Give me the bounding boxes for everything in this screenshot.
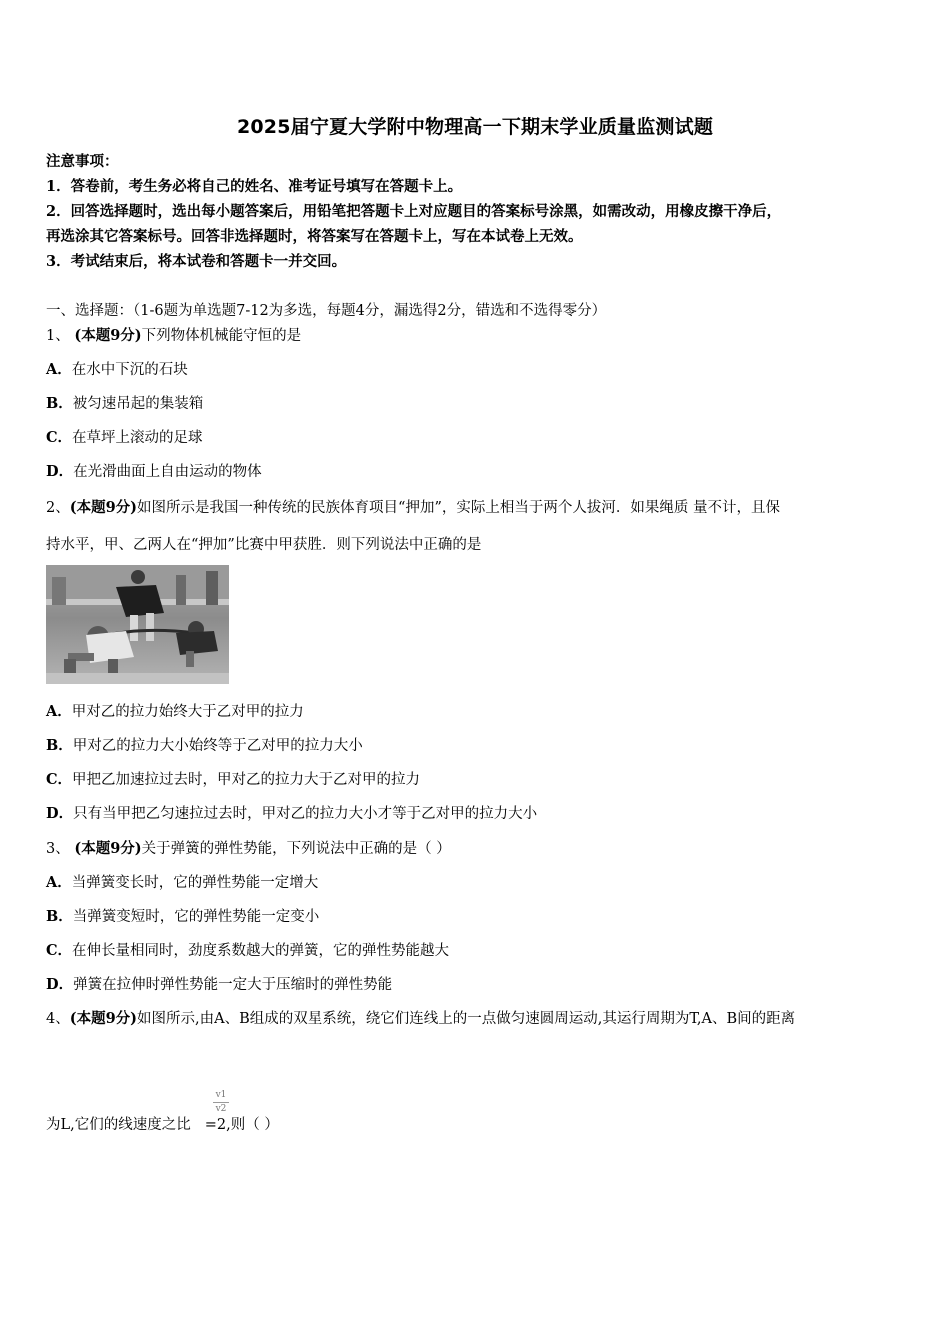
q1-text: 下列物体机械能守恒的是: [141, 328, 302, 344]
notice-item-2: 2．回答选择题时，选出每小题答案后，用铅笔把答题卡上对应题目的答案标号涂黑，如需改动，用橡皮擦干净后，: [46, 203, 782, 220]
option-text: 甲对乙的拉力始终大于乙对甲的拉力: [71, 704, 304, 720]
q2-option-a: [46, 702, 304, 722]
q4-stem-line2: [46, 1115, 279, 1135]
q1-number: 1、: [46, 328, 70, 344]
option-letter: C．: [46, 429, 73, 446]
option-letter: A．: [46, 361, 72, 378]
option-letter: A．: [46, 703, 72, 720]
q3-option-c: [46, 941, 449, 961]
option-text: 在水中下沉的石块: [71, 362, 188, 378]
notice-item-2-cont: 再选涂其它答案标号。回答非选择题时，将答案写在答题卡上，写在本试卷上无效。: [46, 228, 583, 245]
q2-number: 2、: [46, 500, 70, 516]
q2-option-d: [46, 804, 537, 824]
q1-option-b: [46, 394, 203, 414]
option-letter: A．: [46, 874, 72, 891]
page-title: 2025届宁夏大学附中物理高一下期末学业质量监测试题: [236, 116, 714, 138]
section-heading: 一、选择题：（1-6题为单选题7-12为多选，每题4分，漏选得2分，错选和不选得零分）: [46, 303, 607, 319]
velocity-ratio-fraction: [213, 1090, 229, 1115]
fraction-bar: [213, 1102, 229, 1103]
option-text: 甲把乙加速拉过去时，甲对乙的拉力大于乙对甲的拉力: [72, 772, 421, 788]
q4-text-1: 如图所示,由A、B组成的双星系统，绕它们连线上的一点做匀速圆周运动,其运行周期为T,A、B间的距离: [137, 1011, 796, 1027]
q3-number: 3、: [46, 841, 70, 857]
q1-option-c: [46, 428, 203, 448]
option-text: 只有当甲把乙匀速拉过去时，甲对乙的拉力大小才等于乙对甲的拉力大小: [73, 806, 538, 822]
option-text: 在草坪上滚动的足球: [72, 430, 203, 446]
q2-stem-line2: 持水平，甲、乙两人在“押加”比赛中甲获胜．则下列说法中正确的是: [46, 537, 482, 553]
q4-text-2a: 为L,它们的线速度之比: [46, 1117, 191, 1133]
fraction-denominator: v2: [215, 1104, 227, 1114]
option-text: 当弹簧变短时，它的弹性势能一定变小: [72, 909, 320, 925]
option-letter: C．: [46, 771, 73, 788]
option-text: 弹簧在拉伸时弹性势能一定大于压缩时的弹性势能: [73, 977, 393, 993]
option-letter: B．: [46, 395, 73, 412]
q4-number: 4、: [46, 1011, 70, 1027]
q2-stem-line1: [46, 498, 780, 518]
option-letter: D．: [46, 463, 74, 480]
option-letter: D．: [46, 805, 74, 822]
notice-item-3: 3．考试结束后，将本试卷和答题卡一并交回。: [46, 253, 347, 270]
q2-option-b: [46, 736, 363, 756]
tug-of-war-photo: [46, 565, 229, 684]
q3-option-b: [46, 907, 319, 927]
option-letter: B．: [46, 737, 73, 754]
option-text: 当弹簧变长时，它的弹性势能一定增大: [71, 875, 319, 891]
option-letter: B．: [46, 908, 73, 925]
q4-text-2b: =2,则（ ）: [204, 1117, 279, 1133]
option-text: 在伸长量相同时，劲度系数越大的弹簧，它的弹性势能越大: [72, 943, 450, 959]
q3-option-d: [46, 975, 392, 995]
notice-heading: 注意事项：: [46, 153, 119, 170]
q3-score: (本题9分): [74, 840, 142, 857]
q4-score: (本题9分): [69, 1010, 138, 1027]
option-text: 在光滑曲面上自由运动的物体: [73, 464, 262, 480]
option-text: 甲对乙的拉力大小始终等于乙对甲的拉力大小: [72, 738, 363, 754]
option-letter: D．: [46, 976, 74, 993]
q3-option-a: [46, 873, 318, 893]
q1-stem: [46, 326, 301, 346]
q1-score: (本题9分): [74, 327, 142, 344]
q3-text: 关于弹簧的弹性势能，下列说法中正确的是（ ）: [141, 841, 451, 857]
q4-stem-line1: [46, 1009, 795, 1029]
q2-text-1: 如图所示是我国一种传统的民族体育项目“押加”，实际上相当于两个人拔河．如果绳质 量不计，且保: [137, 500, 780, 516]
notice-item-1: 1．答卷前，考生务必将自己的姓名、准考证号填写在答题卡上。: [46, 178, 463, 195]
q1-option-a: [46, 360, 188, 380]
option-letter: C．: [46, 942, 73, 959]
q3-stem: [46, 839, 451, 859]
option-text: 被匀速吊起的集装箱: [72, 396, 204, 412]
q2-option-c: [46, 770, 420, 790]
q2-score: (本题9分): [69, 499, 138, 516]
fraction-numerator: v1: [215, 1090, 227, 1100]
q1-option-d: [46, 462, 262, 482]
